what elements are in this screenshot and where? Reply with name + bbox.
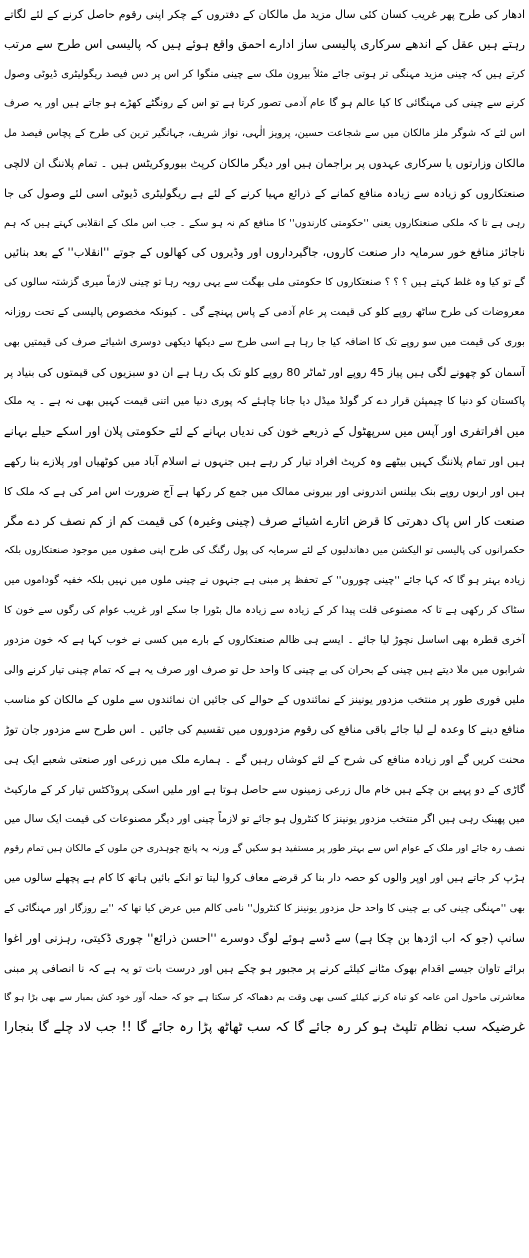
article-line: برائے تاوان جیسے اقدام بھوک مٹانے کیلئے کرنے پر مجبور ہو چکے ہیں اور درست بات تو یہ ہے کہ نا انصافی پر مبنی: [4, 961, 525, 975]
article-line: محنت کریں گے اور زیادہ منافع کی شرح کے لئے کوشاں رہیں گے ۔ ہمارے ملک میں زرعی اور صنعتی شعبے ایک ہی: [4, 752, 525, 766]
article-line: سانپ (جو کہ اب اژدھا بن چکا ہے) سے ڈسے ہوئے لوگ دوسرے ''احسن ذرائع'' چوری ڈکیتی، رہزنی اور اغوا: [4, 930, 525, 945]
article-line: میں افراتفری اور آپس میں سرپھٹول کے ذریعے خون کی ندیاں بہانے کے لئے حکومتی پلان اور اسکے حیلے بہانے: [4, 424, 525, 439]
article-line: بھی ''مہنگی چینی کی بے چینی کا واحد حل مزدور یونینز کا کنٹرول'' نامی کالم میں عرض کیا تھا کہ ''بے روزگار اور مہنگائی کے: [4, 902, 525, 914]
article-line: معروضات کی طرح ساٹھ روپے کلو کی قیمت پر عام آدمی کے پاس پہنچے گی ۔ کیونکہ مخصوص پالیسی کے تحت روزانہ: [4, 305, 525, 318]
article-line: حکمرانوں کی پالیسی تو الیکشن میں دھاندلیوں کے لئے سرمایہ کی پول رگنگ کی طرح اپنی صفوں میں موجود صنعتکاروں بلکہ: [4, 545, 525, 557]
article-line: گاڑی کے دو پہیے بن چکے ہیں خام مال زرعی زمینوں سے حاصل ہوتا ہے اور ملیں اسکی پروڈکٹس تیار کر کے مارکیٹ: [4, 782, 525, 796]
article-line: معاشرتی ماحول امن عامہ کو تباہ کرنے کیلئے کسی بھی وقت بم دھماکہ کر سکتا ہے جو کہ حملہ آور خود کش بمبار سے بھی بڑا ہو گا: [4, 992, 525, 1004]
article-body: [4, 0, 525, 1258]
article-line: صنعتکاروں کو زیادہ سے زیادہ منافع کمانے کے ذرائع مہیا کرنے کے لئے ہے ریگولیٹری ڈیوٹی اسی لئے وصول کی جا: [4, 186, 525, 200]
article-line: غرضیکہ سب نظام تلپٹ ہو کر رہ جائے گا کہ سب ٹھاٹھ پڑا رہ جائے گا !! جب لاد چلے گا بنجارا: [4, 1020, 525, 1036]
article-line: ناجائز منافع خور سرمایہ دار صنعت کاروں، جاگیرداروں اور وڈیروں کی کھالوں کے جوتے ''انقلاب'' کے بعد بنائیں: [4, 246, 525, 260]
article-line: ہیں اور تمام پلاننگ کہیں بیٹھے وہ کرپٹ افراد تیار کر رہے ہیں جنہوں نے اسلام آباد میں کوٹھیاں اور پلازے بنا رکھے: [4, 454, 525, 468]
article-line: اس لئے کہ شوگر ملز مالکان میں سے شجاعت حسین، پرویز الٰہی، نواز شریف، جہانگیر ترین کی طرح کے پچاس فیصد مل: [4, 128, 525, 140]
article-line: نصف رہ جائے اور ملک کے عوام اس سے بہتر طور پر مستفید ہو سکیں گے ورنہ یہ پانچ چوہدری جن ملوں کے مالکان ہیں تمام رقوم: [4, 843, 525, 855]
article-line: ملیں فوری طور پر منتخب مزدور یونینز کے نمائندوں کے حوالے کی جائیں ان نمائندوں سے ملوں کے مالکان کو مناسب: [4, 693, 525, 707]
article-line: ہڑپ کر جاتے ہیں اور اوپر والوں کو حصہ دار بنا کر قرضے معاف کروا لیتا تو انکے بائیں ہاتھ کا کام ہے پچھلے سالوں میں: [4, 872, 525, 885]
article-line: آسمان کو چھونے لگی ہیں پیاز 45 روپے اور ٹماٹر 80 روپے کلو تک بک رہا ہے ان دو سبزیوں کی قیمتوں کی بنیاد پر: [4, 365, 525, 379]
article-line: صنعت کار اس پاک دھرتی کا قرض اتارے اشیائے صرف (چینی وغیرہ) کی قیمت کم از کم نصف کر دے مگر: [4, 513, 525, 528]
article-line: بوری کی قیمت میں سو روپے تک کا اضافہ کیا جا رہا ہے اسی طرح سے دیکھا دیکھی دوسری اشیائے صرف کی قیمتیں بھی: [4, 336, 525, 348]
article-line: پاکستان کو دنیا کا چیمپئن قرار دے کر گولڈ میڈل دیا جانا چاہئے کہ پوری دنیا میں اتنی قیمت کہیں بھی نہ ہے ۔ یہ ملک: [4, 395, 525, 408]
article-line: زیادہ بہتر ہو گا کہ کہا جائے ''چینی چوروں'' کے تحفظ پر مبنی ہے جنہوں نے چینی ملوں میں نہیں بلکہ خفیہ گوداموں میں: [4, 575, 525, 587]
article-line: شرابوں میں ملا دیتے ہیں چینی کے بحران کی بے چینی کا واحد حل تو صرف اور صرف یہ ہے کہ تمام چینی تیار کرنے والی: [4, 663, 525, 676]
article-line: گے تو کیا وہ غلط کہتے ہیں ؟ ؟ ؟ صنعتکاروں کا حکومتی ملی بھگت سے یہی رویہ رہا تو چینی لازماً میری گزشتہ سالوں کی: [4, 277, 525, 289]
article-line: مالکان وزارتوں یا سرکاری عہدوں پر براجمان ہیں اور دیگر مالکان کرپٹ بیوروکریٹس ہیں ۔ تمام پلاننگ ان لالچی: [4, 156, 525, 170]
article-line: کرتے ہیں کہ چینی مزید مہنگی تر ہوتی جائے مثلاً بیرون ملک سے چینی منگوا کر اس پر دس فیصد ریگولیٹری ڈیوٹی وصول: [4, 68, 525, 80]
article-line: منافع دینے کا وعدہ لے لیا جائے باقی منافع کی رقوم مزدوروں میں تقسیم کی جائیں ۔ اس طرح سے مزدور جان توڑ: [4, 723, 525, 737]
article-line: رہی ہے تا کہ ملکی صنعتکاروں یعنی ''حکومتی کارندوں'' کا منافع کم نہ ہو سکے ۔ جب اس ملک کے انقلابی کہتے ہیں کہ ہم: [4, 217, 525, 229]
article-line: ہیں اور اربوں روپے بنک بیلنس اندرونی اور بیرونی ممالک میں جمع کر رکھا ہے آج ضرورت اس امر کی ہے کہ ملک کا: [4, 484, 525, 498]
article-line: سٹاک کر رکھی ہے تا کہ مصنوعی قلت پیدا کر کے زیادہ سے زیادہ مال بٹورا جا سکے اور غریب عوام کی رگوں سے خون کا: [4, 604, 525, 616]
article-line: آخری قطرہ بھی اساسل نچوڑ لیا جائے ۔ ایسے ہی ظالم صنعتکاروں کے بارے میں کسی نے خوب کہا ہے کہ خون مزدور: [4, 633, 525, 646]
article-line: میں پھینک رہی ہیں اگر منتخب مزدور یونینز کا کنٹرول ہو جائے تو لازماً چینی اور دیگر مصنوعات کی قیمت ایک سال میں: [4, 812, 525, 825]
article-line: رہتے ہیں عقل کے اندھے سرکاری پالیسی ساز ادارے احمق واقع ہوئے ہیں کہ پالیسی اس طرح سے مرتب: [4, 36, 525, 51]
article-line: کرنے سے چینی کی مہنگائی کا کیا عالم ہو گا عام آدمی تصور کرتا ہے تو اس کے رونگٹے کھڑے ہو جاتے ہیں اور یہ صرف: [4, 97, 525, 110]
article-line: ادھار کی طرح پھر غریب کسان کئی سال مزید مل مالکان کے دفتروں کے چکر اپنی رقوم حاصل کرنے کے لئے لگاتے: [4, 8, 525, 21]
